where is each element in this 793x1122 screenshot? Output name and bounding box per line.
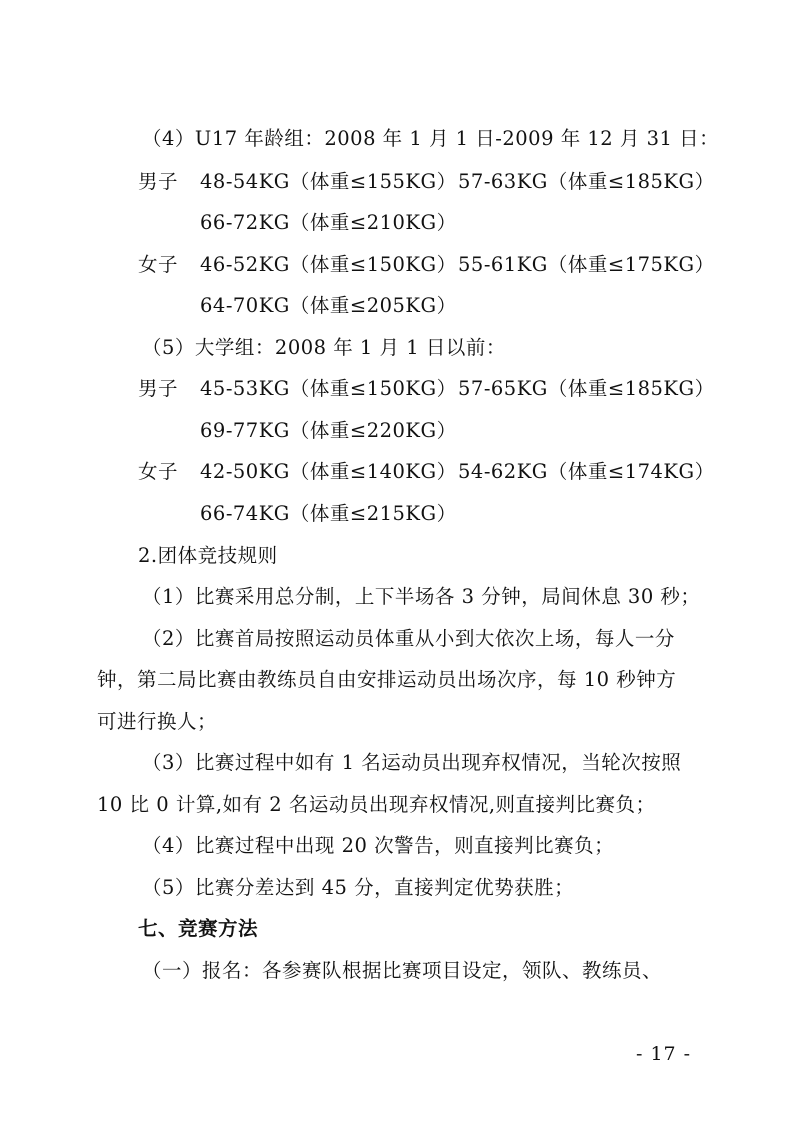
section-7-heading: 七、竞赛方法 <box>138 917 259 940</box>
college-group-heading: （5）大学组：2008 年 1 月 1 日以前： <box>142 336 506 359</box>
rule-2-line-1: （2）比赛首局按照运动员体重从小到大依次上场，每人一分 <box>142 627 675 650</box>
u17-men-label: 男子 <box>138 170 179 193</box>
u17-men-cat-2: 57-63KG（体重≤185KG） <box>458 170 715 193</box>
u17-women-cat-1: 46-52KG（体重≤150KG） <box>200 253 457 276</box>
rule-5: （5）比赛分差达到 45 分，直接判定优势获胜； <box>142 876 575 899</box>
rule-4: （4）比赛过程中出现 20 次警告，则直接判比赛负； <box>142 834 615 857</box>
team-rules-heading: 2.团体竞技规则 <box>138 544 278 567</box>
rule-3-line-1: （3）比赛过程中如有 1 名运动员出现弃权情况，当轮次按照 <box>142 751 682 774</box>
college-men-cat-3: 69-77KG（体重≤220KG） <box>200 419 457 442</box>
u17-group-heading: （4）U17 年龄组：2008 年 1 月 1 日-2009 年 12 月 31 日： <box>142 127 720 150</box>
college-men-label: 男子 <box>138 377 179 400</box>
rule-1: （1）比赛采用总分制，上下半场各 3 分钟，局间休息 30 秒； <box>142 585 701 608</box>
u17-men-row <box>138 170 178 194</box>
college-women-cat-2: 54-62KG（体重≤174KG） <box>458 460 715 483</box>
u17-men-cat-3: 66-72KG（体重≤210KG） <box>200 211 457 234</box>
college-men-cat-1: 45-53KG（体重≤150KG） <box>200 377 457 400</box>
college-women-cat-3: 66-74KG（体重≤215KG） <box>200 502 457 525</box>
rule-3-line-2: 10 比 0 计算,如有 2 名运动员出现弃权情况,则直接判比赛负； <box>97 793 656 816</box>
rule-2-line-2: 钟，第二局比赛由教练员自由安排运动员出场次序，每 10 秒钟方 <box>97 668 677 691</box>
page-number: - 17 - <box>636 1043 692 1065</box>
u17-men-cat-1: 48-54KG（体重≤155KG） <box>200 170 457 193</box>
college-women-label: 女子 <box>138 460 179 483</box>
registration-paragraph: （一）报名：各参赛队根据比赛项目设定，领队、教练员、 <box>142 959 663 982</box>
u17-women-cat-3: 64-70KG（体重≤205KG） <box>200 294 457 317</box>
u17-women-label: 女子 <box>138 253 179 276</box>
college-men-cat-2: 57-65KG（体重≤185KG） <box>458 377 715 400</box>
college-women-cat-1: 42-50KG（体重≤140KG） <box>200 460 457 483</box>
u17-women-cat-2: 55-61KG（体重≤175KG） <box>458 253 715 276</box>
rule-2-line-3: 可进行换人； <box>97 710 218 733</box>
